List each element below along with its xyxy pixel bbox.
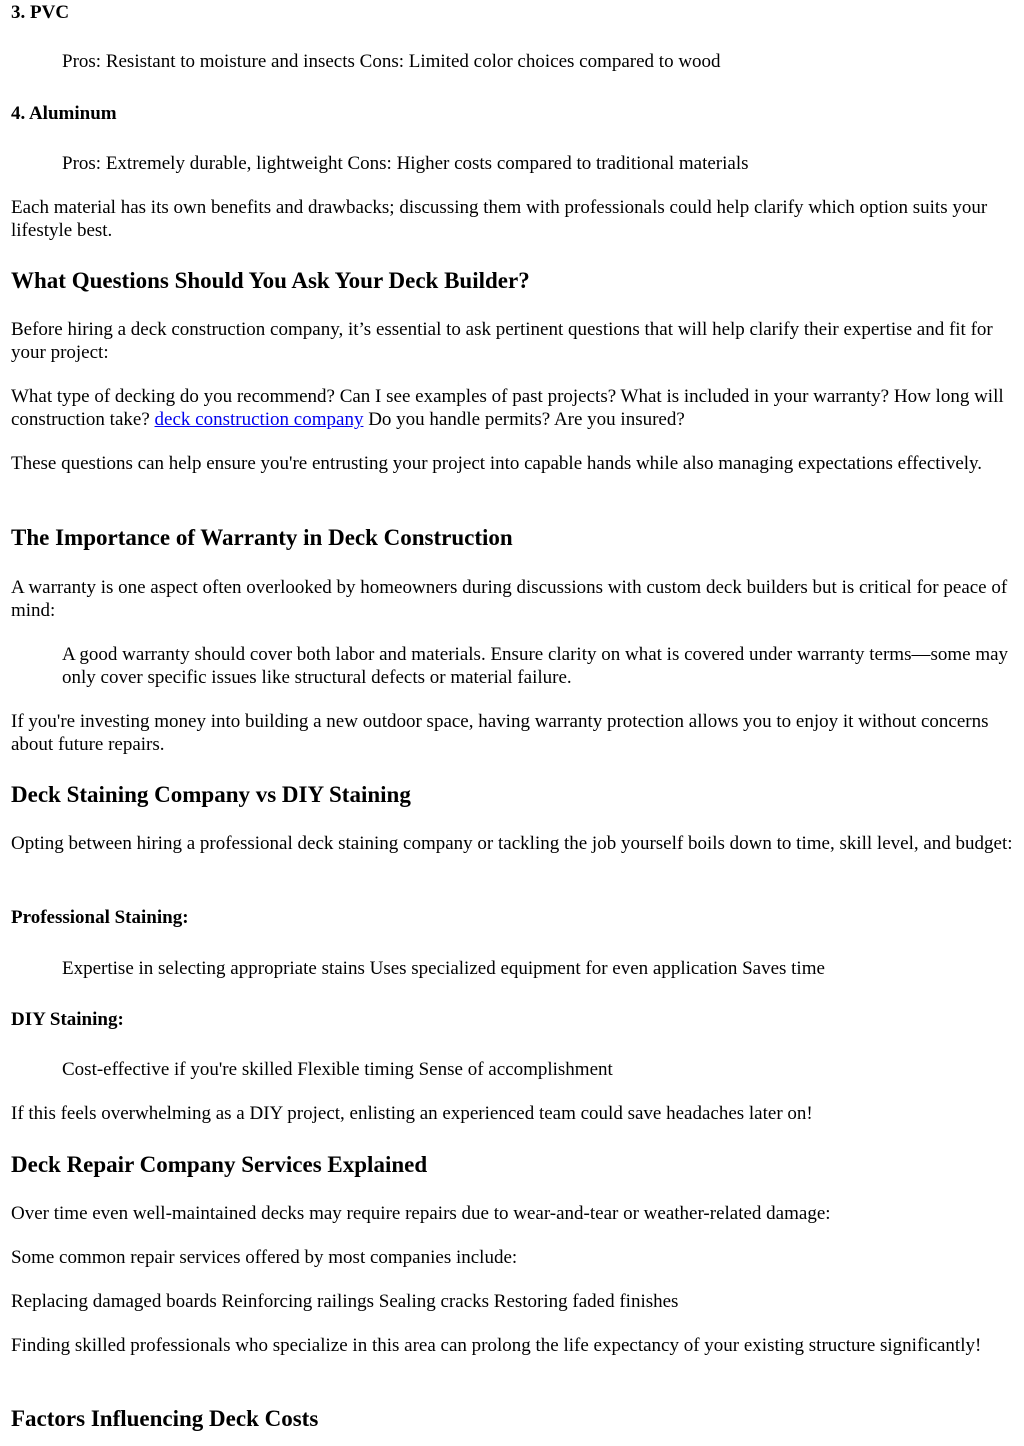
questions-list — [11, 385, 1013, 431]
warranty-closing: If you're investing money into building a new outdoor space, having warranty protection allows you to enjoy it without concerns about future repairs. — [11, 711, 989, 755]
questions-intro: Before hiring a deck construction company, it’s essential to ask pertinent questions that will help clarify their expertise and fit for your project: — [11, 319, 993, 363]
materials-summary: Each material has its own benefits and drawbacks; discussing them with professionals could help clarify which option suits your lifestyle best. — [11, 197, 988, 241]
staining-closing: If this feels overwhelming as a DIY project, enlisting an experienced team could save headaches later on! — [11, 1103, 813, 1124]
staining-heading: Deck Staining Company vs DIY Staining — [11, 782, 411, 807]
repair-list: Replacing damaged boards Reinforcing railings Sealing cracks Restoring faded finishes — [11, 1291, 679, 1312]
questions-heading: What Questions Should You Ask Your Deck Builder? — [11, 268, 530, 293]
warranty-quote: A good warranty should cover both labor and materials. Ensure clarity on what is covered under warranty terms—some may only cover specific issues like structural defects or material failure. — [62, 644, 1009, 688]
staining-intro: Opting between hiring a professional deck staining company or tackling the job yourself boils down to time, skill level, and budget: — [11, 833, 1013, 854]
repair-heading: Deck Repair Company Services Explained — [11, 1152, 428, 1177]
diy-staining-heading: DIY Staining: — [11, 1009, 124, 1030]
questions-list-before: What type of decking do you recommend? Can I see examples of past projects? What is included in your warranty? How long will construction take? — [11, 386, 1004, 430]
aluminum-heading: 4. Aluminum — [11, 103, 117, 124]
pvc-detail: Pros: Resistant to moisture and insects Cons: Limited color choices compared to wood — [62, 51, 721, 72]
questions-closing: These questions can help ensure you're entrusting your project into capable hands while also managing expectations effectively. — [11, 453, 983, 474]
aluminum-detail: Pros: Extremely durable, lightweight Cons: Higher costs compared to traditional materials — [62, 153, 749, 174]
pvc-heading: 3. PVC — [11, 2, 70, 23]
repair-common: Some common repair services offered by most companies include: — [11, 1247, 518, 1268]
warranty-intro: A warranty is one aspect often overlooked by homeowners during discussions with custom deck builders but is critical for peace of mind: — [11, 577, 1008, 621]
professional-staining-heading: Professional Staining: — [11, 907, 189, 928]
professional-staining-detail: Expertise in selecting appropriate stains Uses specialized equipment for even application Saves time — [62, 958, 825, 979]
repair-intro: Over time even well-maintained decks may require repairs due to wear-and-tear or weather-related damage: — [11, 1203, 831, 1224]
questions-list-after: Do you handle permits? Are you insured? — [363, 409, 685, 430]
diy-staining-detail: Cost-effective if you're skilled Flexible timing Sense of accomplishment — [62, 1059, 613, 1080]
deck-construction-company-link[interactable]: deck construction company — [154, 409, 364, 430]
repair-closing: Finding skilled professionals who specialize in this area can prolong the life expectancy of your existing structure significantly! — [11, 1335, 982, 1356]
costs-heading: Factors Influencing Deck Costs — [11, 1406, 319, 1431]
warranty-heading: The Importance of Warranty in Deck Construction — [11, 525, 513, 550]
